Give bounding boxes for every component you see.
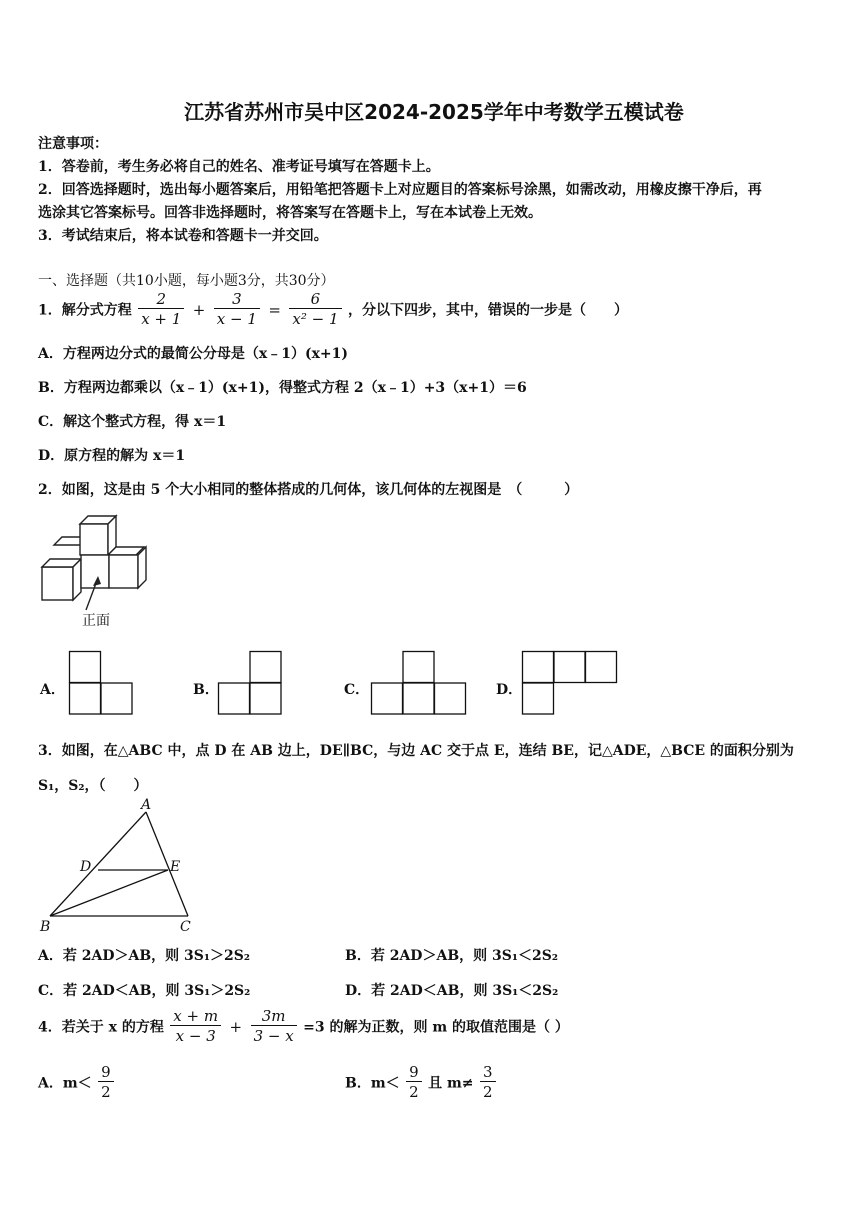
question-1-stem bbox=[38, 290, 628, 329]
q4-b-num: 9 bbox=[409, 1063, 419, 1081]
q4-f1-den: x − 3 bbox=[170, 1025, 221, 1046]
q1-f1-num: 2 bbox=[156, 290, 167, 308]
triangle-figure bbox=[38, 798, 198, 936]
q4-tail: =3 的解为正数，则 m 的取值范围是（ ） bbox=[303, 1019, 569, 1036]
q4-option-b bbox=[345, 1063, 498, 1102]
point-a-label: A bbox=[141, 797, 152, 813]
question-4-stem bbox=[38, 1007, 569, 1046]
q2-option-a-label: A． bbox=[40, 682, 65, 698]
q1-option-d: D．原方程的解为 x＝1 bbox=[38, 448, 186, 464]
q4-b-lead: B．m＜ bbox=[345, 1075, 400, 1092]
q2-option-d-figure bbox=[522, 651, 618, 715]
q1-option-c: C．解这个整式方程，得 x＝1 bbox=[38, 414, 227, 430]
q2-option-b-figure bbox=[218, 651, 282, 715]
q1-f2-num: 3 bbox=[232, 290, 242, 308]
q4-f1-num: x + m bbox=[173, 1007, 219, 1025]
q1-fraction-2 bbox=[214, 290, 260, 329]
q4-f2-den: 3 − x bbox=[251, 1025, 297, 1046]
q1-equals: = bbox=[268, 300, 281, 319]
q4-b-den: 2 bbox=[406, 1081, 422, 1102]
q1-f1-den: x + 1 bbox=[138, 308, 184, 329]
q4-f2-num: 3m bbox=[261, 1007, 286, 1025]
notice-item-1: 1．答卷前，考生务必将自己的姓名、准考证号填写在答题卡上。 bbox=[38, 159, 440, 175]
q4-fraction-1 bbox=[170, 1007, 221, 1046]
q3-option-c: C．若 2AD＜AB，则 3S₁＞2S₂ bbox=[38, 983, 251, 999]
notice-item-3: 3．考试结束后，将本试卷和答题卡一并交回。 bbox=[38, 228, 328, 244]
q2-option-c-figure bbox=[371, 651, 467, 715]
question-2-stem: 2．如图，这是由 5 个大小相同的整体搭成的几何体，该几何体的左视图是 （ ） bbox=[38, 482, 579, 498]
q4-b-mid: 且 m≠ bbox=[428, 1075, 474, 1092]
point-d-label: D bbox=[80, 859, 92, 875]
q1-lead: 1．解分式方程 bbox=[38, 302, 132, 319]
q1-plus: + bbox=[192, 300, 206, 319]
q2-option-b-label: B． bbox=[193, 682, 219, 698]
q2-option-a-figure bbox=[69, 651, 133, 715]
q2-option-c-label: C． bbox=[344, 682, 370, 698]
notice-item-2-cont: 选涂其它答案标号。回答非选择题时，将答案写在答题卡上，写在本试卷上无效。 bbox=[38, 205, 542, 221]
q1-fraction-1 bbox=[138, 290, 184, 329]
q1-tail: ，分以下四步，其中，错误的一步是（ ） bbox=[347, 302, 628, 319]
front-label: 正面 bbox=[82, 613, 110, 629]
q4-b-fraction-2 bbox=[480, 1063, 496, 1102]
q3-option-b: B．若 2AD＞AB，则 3S₁＜2S₂ bbox=[345, 948, 558, 964]
q4-a-fraction bbox=[98, 1063, 114, 1102]
point-c-label: C bbox=[180, 919, 191, 935]
q3-option-d: D．若 2AD＜AB，则 3S₁＜2S₂ bbox=[345, 983, 559, 999]
q4-a-lead: A．m＜ bbox=[38, 1075, 92, 1092]
q4-lead: 4．若关于 x 的方程 bbox=[38, 1019, 164, 1036]
cube-solid-figure bbox=[40, 514, 155, 604]
q1-f3-den: x² − 1 bbox=[289, 308, 341, 329]
q1-f3-num: 6 bbox=[310, 290, 321, 308]
q4-b2-num: 3 bbox=[482, 1063, 493, 1081]
notice-heading: 注意事项： bbox=[38, 136, 108, 152]
q1-option-b: B．方程两边都乘以（x﹣1）(x+1)，得整式方程 2（x﹣1）+3（x+1）＝6 bbox=[38, 380, 527, 396]
q4-a-num: 9 bbox=[101, 1063, 111, 1081]
q1-fraction-3 bbox=[289, 290, 341, 329]
q3-option-a: A．若 2AD＞AB，则 3S₁＞2S₂ bbox=[38, 948, 251, 964]
q4-option-a bbox=[38, 1063, 116, 1102]
point-b-label: B bbox=[40, 919, 51, 935]
q4-a-den: 2 bbox=[98, 1081, 114, 1102]
q4-fraction-2 bbox=[251, 1007, 297, 1046]
notice-item-2: 2．回答选择题时，选出每小题答案后，用铅笔把答题卡上对应题目的答案标号涂黑，如需改动，用橡皮擦干净后，再 bbox=[38, 182, 762, 198]
page-title: 江苏省苏州市吴中区2024-2025学年中考数学五模试卷 bbox=[184, 100, 684, 124]
question-3-stem-cont: S₁，S₂，（ ） bbox=[38, 778, 148, 794]
q2-option-d-label: D． bbox=[496, 682, 523, 698]
q1-option-a: A．方程两边分式的最简公分母是（x﹣1）(x+1) bbox=[38, 346, 349, 362]
question-3-stem: 3．如图，在△ABC 中，点 D 在 AB 边上，DE∥BC，与边 AC 交于点 E，连结 BE，记△ADE，△BCE 的面积分别为 bbox=[38, 743, 794, 759]
q4-b2-den: 2 bbox=[480, 1081, 496, 1102]
point-e-label: E bbox=[170, 859, 181, 875]
q4-plus: + bbox=[229, 1017, 243, 1036]
q4-b-fraction bbox=[406, 1063, 422, 1102]
section-heading: 一、选择题（共10小题，每小题3分，共30分） bbox=[38, 273, 335, 289]
q1-f2-den: x − 1 bbox=[214, 308, 260, 329]
